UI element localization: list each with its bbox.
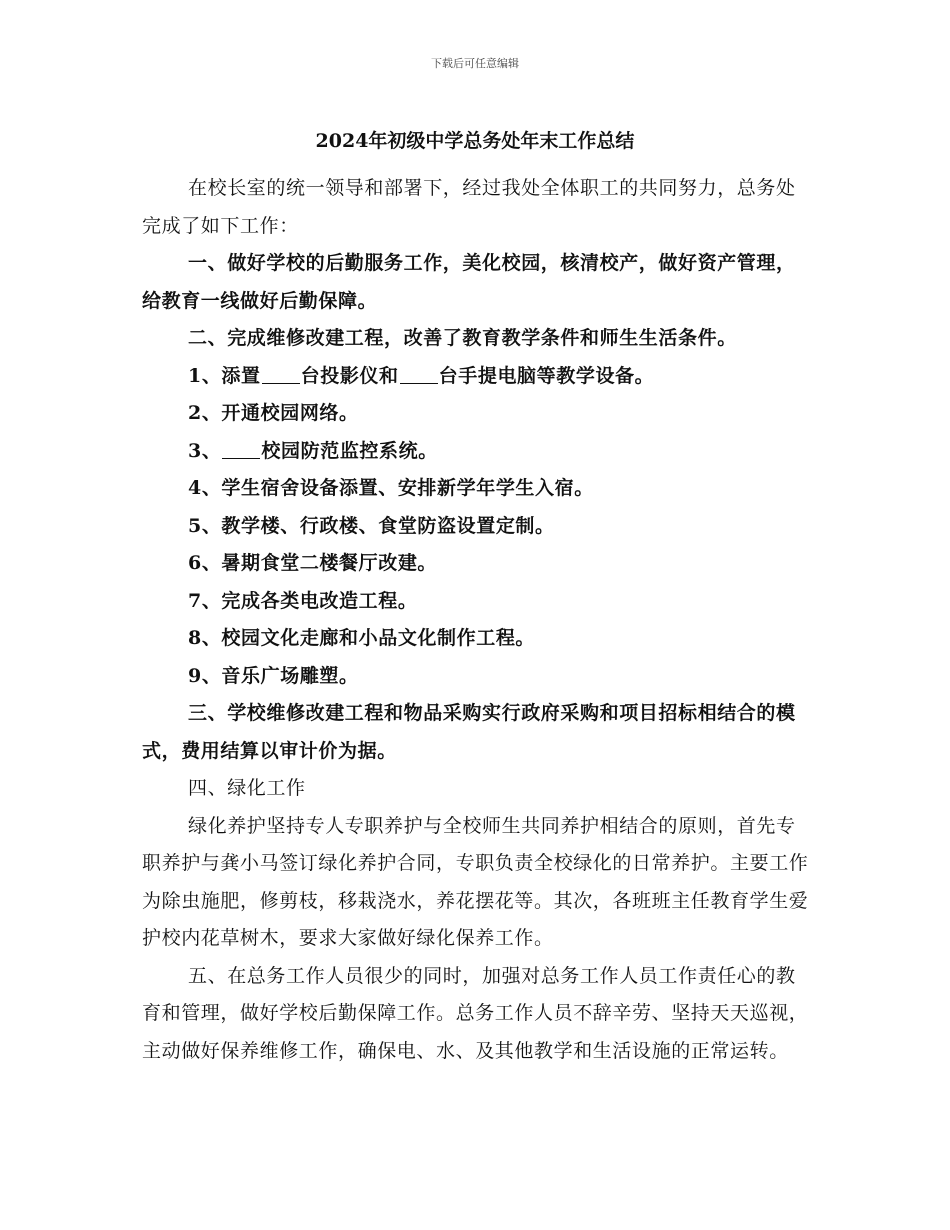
list-item-9: 9、音乐广场雕塑。 xyxy=(188,664,359,687)
list-item-2: 2、开通校园网络。 xyxy=(188,402,359,424)
blank-underline xyxy=(400,364,438,384)
blank-underline xyxy=(222,439,260,459)
list-item-1-part-a: 1、添置 xyxy=(188,364,261,387)
section-4-heading: 四、绿化工作 xyxy=(188,777,306,799)
section-4-paragraph: 绿化养护坚持专人专职养护与全校师生共同养护相结合的原则，首先专职养护与龚小马签订绿化养护合同，专职负责全校绿化的日常养护。主要工作为除虫施肥，修剪枝，移栽浇水，养花摆花等。其次，各班班主任教育学生爱护校内花草树木，要求大家做好绿化保养工作。 xyxy=(142,814,809,949)
list-item-3-part-b: 校园防范监控系统。 xyxy=(261,439,438,462)
list-item-5: 5、教学楼、行政楼、食堂防盗设置定制。 xyxy=(188,514,555,537)
document-body xyxy=(142,170,812,1070)
section-2-heading: 二、完成维修改建工程，改善了教育教学条件和师生生活条件。 xyxy=(188,327,737,349)
section-1-paragraph: 一、做好学校的后勤服务工作，美化校园，核清校产，做好资产管理，给教育一线做好后勤保障。 xyxy=(142,252,796,312)
list-item-1-part-c: 台手提电脑等教学设备。 xyxy=(438,364,655,387)
list-item-8: 8、校园文化走廊和小品文化制作工程。 xyxy=(188,627,536,649)
section-3-paragraph: 三、学校维修改建工程和物品采购实行政府采购和项目招标相结合的模式，费用结算以审计价为据。 xyxy=(142,702,796,762)
list-item-1 xyxy=(142,358,812,396)
list-item-6: 6、暑期食堂二楼餐厅改建。 xyxy=(188,552,438,574)
list-item-1-part-b: 台投影仪和 xyxy=(300,364,399,387)
list-item-7: 7、完成各类电改造工程。 xyxy=(188,589,418,612)
list-item-4: 4、学生宿舍设备添置、安排新学年学生入宿。 xyxy=(188,477,594,499)
document-title: 2024年初级中学总务处年末工作总结 xyxy=(315,130,635,152)
list-item-3 xyxy=(142,433,812,471)
intro-paragraph: 在校长室的统一领导和部署下，经过我处全体职工的共同努力，总务处完成了如下工作： xyxy=(142,177,796,237)
section-5-paragraph: 五、在总务工作人员很少的同时，加强对总务工作人员工作责任心的教育和管理，做好学校后勤保障工作。总务工作人员不辞辛劳、坚持天天巡视，主动做好保养维修工作，确保电、水、及其他教学和生活设施的正常运转。 xyxy=(142,964,809,1062)
blank-underline xyxy=(262,364,300,384)
list-item-3-part-a: 3、 xyxy=(188,439,222,462)
header-note: 下载后可任意编辑 xyxy=(431,57,519,70)
